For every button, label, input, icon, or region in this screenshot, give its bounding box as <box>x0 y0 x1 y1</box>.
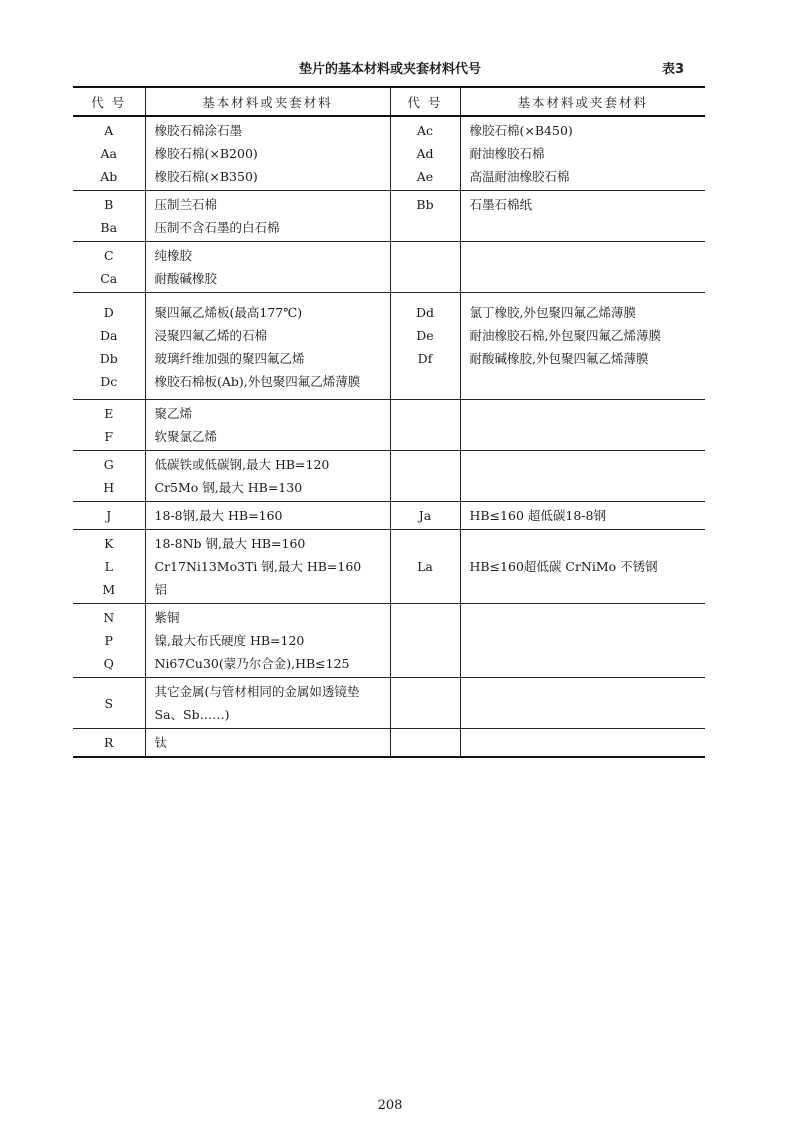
material: 浸聚四氟乙烯的石棉 <box>154 328 268 343</box>
table-row <box>73 604 705 678</box>
material: 压制不含石墨的白石棉 <box>154 220 280 235</box>
code: Ac <box>416 123 434 138</box>
code-cell <box>390 191 460 242</box>
table-row <box>73 116 705 191</box>
material: 石墨石棉纸 <box>469 197 533 212</box>
material: 耐酸碱橡胶,外包聚四氟乙烯薄膜 <box>469 351 649 366</box>
material-cell <box>460 451 705 502</box>
table-row <box>73 729 705 758</box>
code-cell <box>390 678 460 729</box>
code: P <box>104 633 113 648</box>
code-cell <box>73 191 145 242</box>
table-row <box>73 678 705 729</box>
material: 耐酸碱橡胶 <box>154 271 218 286</box>
code-cell <box>390 116 460 191</box>
code: F <box>104 429 114 444</box>
material-cell <box>460 293 705 400</box>
code-cell <box>73 400 145 451</box>
code: E <box>104 406 114 421</box>
code: Bb <box>416 197 434 212</box>
code: K <box>104 536 114 551</box>
material-cell <box>460 116 705 191</box>
page-number: 208 <box>377 1098 403 1113</box>
material-code-table <box>73 86 705 758</box>
code: N <box>103 610 115 625</box>
code: H <box>103 480 115 495</box>
material: Cr17Ni13Mo3Ti 钢,最大 HB=160 <box>154 559 362 574</box>
code: S <box>104 695 114 711</box>
code: L <box>104 559 113 574</box>
material-cell <box>460 242 705 293</box>
material-cell <box>460 400 705 451</box>
table-label: 表3 <box>662 62 685 77</box>
code: Df <box>417 351 433 366</box>
code-cell <box>390 530 460 604</box>
material: 其它金属(与管材相同的金属如透镜垫 Sa、Sb……) <box>154 684 360 722</box>
material: 纯橡胶 <box>154 248 193 263</box>
code: A <box>104 123 114 138</box>
code: Ab <box>100 169 118 184</box>
code-cell <box>73 502 145 530</box>
material-cell <box>145 242 390 293</box>
material-cell <box>460 678 705 729</box>
material-cell <box>460 604 705 678</box>
code: J <box>106 508 112 523</box>
code: D <box>103 305 114 320</box>
code-cell <box>73 530 145 604</box>
material-cell <box>145 191 390 242</box>
material: 18-8Nb 钢,最大 HB=160 <box>154 536 306 551</box>
material: 橡胶石棉涂石墨 <box>154 123 243 138</box>
code-cell <box>390 400 460 451</box>
code-cell <box>390 293 460 400</box>
material: 压制兰石棉 <box>154 197 218 212</box>
material-cell <box>145 530 390 604</box>
material: 玻璃纤维加强的聚四氟乙烯 <box>154 351 305 366</box>
code: Ca <box>100 271 118 286</box>
code: Ba <box>100 220 118 235</box>
material: 低碳铁或低碳钢,最大 HB=120 <box>154 457 330 472</box>
material-cell <box>145 678 390 729</box>
material: 紫铜 <box>154 610 180 625</box>
header-material-right: 基本材料或夹套材料 <box>460 87 705 116</box>
table-row <box>73 191 705 242</box>
code: Dd <box>415 305 435 320</box>
material: 橡胶石棉(×B450) <box>469 123 573 138</box>
code: M <box>102 582 116 597</box>
material: 耐油橡胶石棉,外包聚四氟乙烯薄膜 <box>469 328 661 343</box>
material: 橡胶石棉(×B350) <box>154 169 258 184</box>
code-cell <box>73 451 145 502</box>
code: De <box>416 328 434 343</box>
material: 橡胶石棉(×B200) <box>154 146 258 161</box>
code-cell <box>73 293 145 400</box>
code: Q <box>103 656 114 671</box>
material-cell <box>460 502 705 530</box>
table-row <box>73 451 705 502</box>
material-cell <box>145 293 390 400</box>
material: 18-8钢,最大 HB=160 <box>154 508 283 523</box>
material: Cr5Mo 钢,最大 HB=130 <box>154 480 303 495</box>
material-cell <box>460 191 705 242</box>
table-row <box>73 502 705 530</box>
material-cell <box>145 502 390 530</box>
code: Da <box>100 328 118 343</box>
code: G <box>103 457 114 472</box>
material: HB≤160 超低碳18-8钢 <box>469 508 606 523</box>
material-cell <box>145 400 390 451</box>
material-cell <box>145 604 390 678</box>
material-cell <box>145 451 390 502</box>
code: Db <box>99 351 118 366</box>
code: R <box>104 735 114 750</box>
table-row <box>73 242 705 293</box>
material: HB≤160超低碳 CrNiMo 不锈钢 <box>469 559 658 574</box>
material-cell <box>145 116 390 191</box>
code: Dc <box>100 374 118 389</box>
code-cell <box>73 242 145 293</box>
code-cell <box>73 678 145 729</box>
table-row <box>73 400 705 451</box>
table-header-row <box>73 87 705 116</box>
code-cell <box>390 729 460 758</box>
code: B <box>104 197 114 212</box>
code: Ja <box>418 508 432 523</box>
material: 钛 <box>154 735 168 750</box>
material-cell <box>460 530 705 604</box>
code-cell <box>73 604 145 678</box>
material-cell <box>145 729 390 758</box>
header-material-left: 基本材料或夹套材料 <box>145 87 390 116</box>
page-title: 垫片的基本材料或夹套材料代号 <box>298 62 481 77</box>
code-cell <box>390 604 460 678</box>
material: 镍,最大布氏硬度 HB=120 <box>154 633 305 648</box>
material: 铝 <box>154 582 168 597</box>
code: Ae <box>416 169 434 184</box>
material: 聚乙烯 <box>154 406 193 421</box>
material: 耐油橡胶石棉 <box>469 146 545 161</box>
code-cell <box>390 502 460 530</box>
code-cell <box>73 729 145 758</box>
material: 软聚氯乙烯 <box>154 429 218 444</box>
material: 橡胶石棉板(Ab),外包聚四氟乙烯薄膜 <box>154 374 361 389</box>
material: 氯丁橡胶,外包聚四氟乙烯薄膜 <box>469 305 636 320</box>
material: Ni67Cu30(蒙乃尔合金),HB≤125 <box>154 656 350 671</box>
code-cell <box>390 451 460 502</box>
material: 聚四氟乙烯板(最高177℃) <box>154 305 303 320</box>
code: Aa <box>100 146 117 161</box>
table-row <box>73 293 705 400</box>
material: 高温耐油橡胶石棉 <box>469 169 570 184</box>
code: La <box>417 559 433 574</box>
table-row <box>73 530 705 604</box>
header-code-left: 代 号 <box>73 87 145 116</box>
code-cell <box>390 242 460 293</box>
code-cell <box>73 116 145 191</box>
code: C <box>103 248 114 263</box>
code: Ad <box>416 146 434 161</box>
header-code-right: 代 号 <box>390 87 460 116</box>
material-cell <box>460 729 705 758</box>
